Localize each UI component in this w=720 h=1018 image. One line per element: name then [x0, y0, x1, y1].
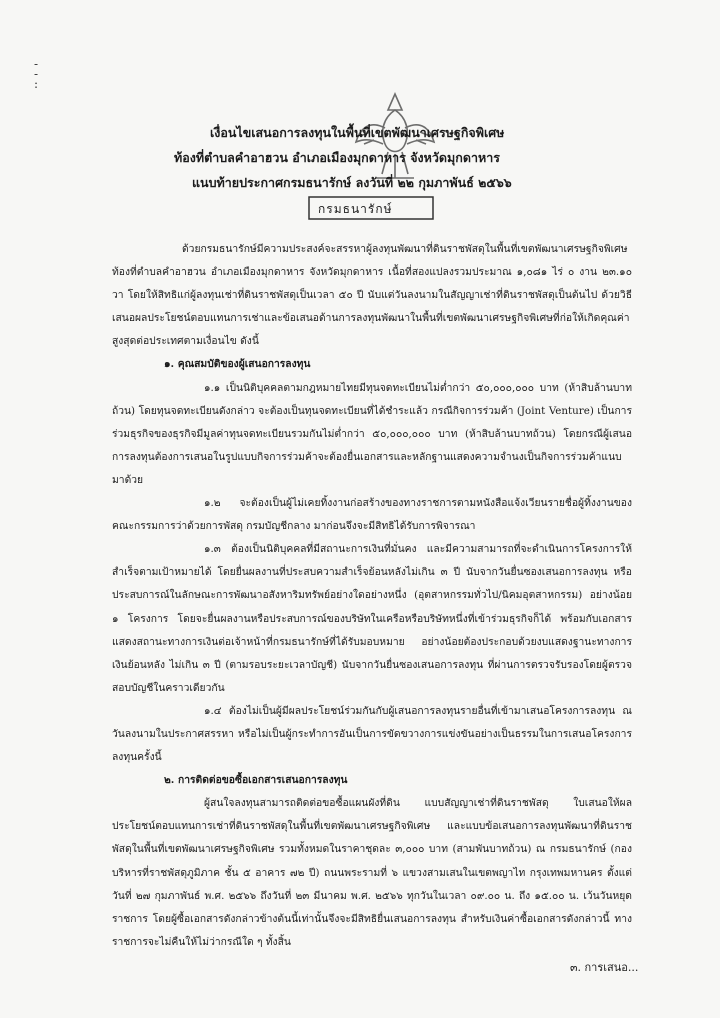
- section-1-item: ๑.๒ จะต้องเป็นผู้ไม่เคยทิ้งงานก่อสร้างของทางราชการตามหนังสือแจ้งเวียนรายชื่อผู้ทิ้งงานของคณะกรรมการว่าด้วยการพัสดุ กรมบัญชีกลาง มาก่อนจึงจะมีสิทธิได้รับการพิจารณา: [112, 497, 632, 533]
- document-body: [112, 238, 632, 954]
- section-2-heading: ๒. การติดต่อขอซื้อเอกสารเสนอการลงทุน: [164, 774, 348, 787]
- header-reference: แนบท้ายประกาศกรมธนารักษ์ ลงวันที่ ๒๒ กุมภาพันธ์ ๒๕๖๖: [192, 175, 512, 190]
- margin-mark: -: [34, 57, 39, 71]
- section-1-heading: ๑. คุณสมบัติของผู้เสนอการลงทุน: [164, 358, 311, 371]
- document-header: [150, 120, 620, 195]
- section-2-paragraph: ผู้สนใจลงทุนสามารถติดต่อขอซื้อแผนผังที่ดิน แบบสัญญาเช่าที่ดินราชพัสดุ ใบเสนอให้ผลประโยชน์ตอบแทนการเช่าที่ดินราชพัสดุในพื้นที่เขตพัฒนาเศรษฐกิจพิเศษ และแบบข้อเสนอการลงทุนพัฒนาที่ดินราชพัสดุในพื้นที่เขตพัฒนาเศรษฐกิจพิเศษ รวมทั้งหมดในราคาชุดละ ๓,๐๐๐ บาท (สามพันบาทถ้วน) ณ กรมธนารักษ์ (กองบริหารที่ราชพัสดุภูมิภาค ชั้น ๕ อาคาร ๗๒ ปี) ถนนพระรามที่ ๖ แขวงสามเสนในเขตพญาไท กรุงเทพมหานคร ตั้งแต่วันที่ ๒๗ กุมภาพันธ์ พ.ศ. ๒๕๖๖ ถึงวันที่ ๒๓ มีนาคม พ.ศ. ๒๕๖๖ ทุกวันในเวลา ๐๙.๐๐ น. ถึง ๑๕.๐๐ น. เว้นวันหยุดราชการ โดยผู้ซื้อเอกสารดังกล่าวข้างต้นนี้เท่านั้นจึงจะมีสิทธิยื่นเสนอการลงทุน สำหรับเงินค่าซื้อเอกสารดังกล่าวนี้ ทางราชการจะไม่คืนให้ไม่ว่ากรณีใด ๆ ทั้งสิ้น: [112, 797, 632, 948]
- section-1-item: ๑.๓ ต้องเป็นนิติบุคคลที่มีสถานะการเงินที่มั่นคง และมีความสามารถที่จะดำเนินการโครงการให้สำเร็จตามเป้าหมายได้ โดยยื่นผลงานที่ประสบความสำเร็จย้อนหลังไม่เกิน ๓ ปี นับจากวันยื่นซองเสนอการลงทุน หรือประสบการณ์ในลักษณะการพัฒนาอสังหาริมทรัพย์อย่างใดอย่างหนึ่ง (อุตสาหกรรมทั่วไป/นิคมอุตสาหกรรม) อย่างน้อย ๑ โครงการ โดยจะยื่นผลงานหรือประสบการณ์ของบริษัทในเครือหรือบริษัทหนึ่งที่เข้าร่วมธุรกิจก็ได้ พร้อมกับเอกสารแสดงสถานะทางการเงินต่อเจ้าหน้าที่กรมธนารักษ์ที่ได้รับมอบหมาย อย่างน้อยต้องประกอบด้วยงบแสดงฐานะทางการเงินย้อนหลัง ไม่เกิน ๓ ปี (ตามรอบระยะเวลาบัญชี) นับจากวันยื่นซองเสนอการลงทุน ที่ผ่านการตรวจรับรองโดยผู้ตรวจสอบบัญชีในคราวเดียวกัน: [112, 543, 632, 694]
- section-1-item: ๑.๑ เป็นนิติบุคคลตามกฎหมายไทยมีทุนจดทะเบียนไม่ต่ำกว่า ๕๐,๐๐๐,๐๐๐ บาท (ห้าสิบล้านบาทถ้วน) โดยทุนจดทะเบียนดังกล่าว จะต้องเป็นทุนจดทะเบียนที่ได้ชำระแล้ว กรณีกิจการร่วมค้า (Joint Venture) เป็นการร่วมธุรกิจของธุรกิจมีมูลค่าทุนจดทะเบียนรวมกันไม่ต่ำกว่า ๕๐,๐๐๐,๐๐๐ บาท (ห้าสิบล้านบาทถ้วน) โดยกรณีผู้เสนอการลงทุนต้องการเสนอในรูปแบบกิจการร่วมค้าจะต้องยื่นเอกสารและหลักฐานแสดงความจำนงเป็นกิจการร่วมค้าแนบมาด้วย: [112, 381, 632, 486]
- intro-paragraph: ด้วยกรมธนารักษ์มีความประสงค์จะสรรหาผู้ลงทุนพัฒนาที่ดินราชพัสดุในพื้นที่เขตพัฒนาเศรษฐกิจพิเศษ ท้องที่ตำบลคำอาฮวน อำเภอเมืองมุกดาหาร จังหวัดมุกดาหาร เนื้อที่สองแปลงรวมประมาณ ๑,๐๘๑ ไร่ ๐ งาน ๒๓.๑๐ วา โดยให้สิทธิแก่ผู้ลงทุนเช่าที่ดินราชพัสดุเป็นเวลา ๕๐ ปี นับแต่วันลงนามในสัญญาเช่าที่ดินราชพัสดุเป็นต้นไป ด้วยวิธีเสนอผลประโยชน์ตอบแทนการเช่าและข้อเสนอด้านการลงทุนพัฒนาในพื้นที่เขตพัฒนาเศรษฐกิจพิเศษที่ก่อให้เกิดคุณค่าสูงสุดต่อประเทศตามเงื่อนไข ดังนี้: [112, 243, 632, 348]
- stamp-label: กรมธนารักษ์: [318, 202, 393, 216]
- continuation-note: ๓. การเสนอ...: [570, 961, 639, 974]
- header-location: ท้องที่ตำบลคำอาฮวน อำเภอเมืองมุกดาหาร จังหวัดมุกดาหาร: [174, 150, 500, 165]
- margin-mark: -: [34, 67, 39, 81]
- header-title: เงื่อนไขเสนอการลงทุนในพื้นที่เขตพัฒนาเศรษฐกิจพิเศษ: [210, 125, 505, 140]
- section-1-item: ๑.๔ ต้องไม่เป็นผู้มีผลประโยชน์ร่วมกันกับผู้เสนอการลงทุนรายอื่นที่เข้ามาเสนอโครงการลงทุน ณ วันลงนามในประกาศสรรหา หรือไม่เป็นผู้กระทำการอันเป็นการขัดขวางการแข่งขันอย่างเป็นธรรมในการเสนอโครงการลงทุนครั้งนี้: [112, 704, 632, 764]
- margin-mark: :: [34, 77, 39, 91]
- margin-marks: [34, 57, 39, 91]
